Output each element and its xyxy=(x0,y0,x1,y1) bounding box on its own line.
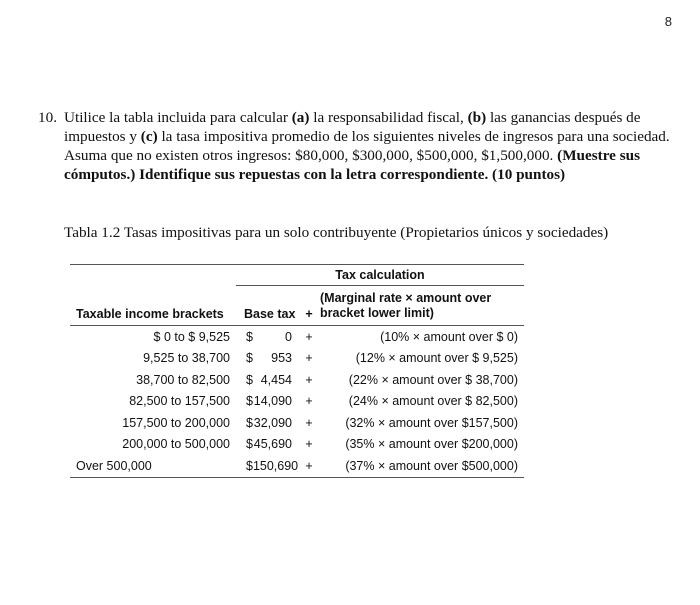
marginal-cell: (24% × amount over $ 82,500) xyxy=(348,394,518,409)
label-c: (c) xyxy=(140,128,158,145)
table-caption: Tabla 1.2 Tasas impositivas para un solo contribuyente (Propietarios únicos y sociedades) xyxy=(64,224,609,241)
base-tax-cell: $150,690 xyxy=(246,458,299,473)
base-tax-cell: $ 4,454 xyxy=(246,372,292,387)
table-row xyxy=(70,391,524,413)
question-text-3: las ganancias después de impuestos y xyxy=(64,109,641,145)
marginal-cell: (10% × amount over $ 0) xyxy=(380,329,518,344)
question-10 xyxy=(38,108,678,184)
marginal-cell: (32% × amount over $157,500) xyxy=(345,415,518,430)
plus-cell: + xyxy=(305,351,313,366)
table-row xyxy=(70,455,524,477)
bracket-cell: 38,700 to 82,500 xyxy=(136,372,230,387)
bracket-cell: $ 0 to $ 9,525 xyxy=(153,329,230,344)
bracket-cell: 157,500 to 200,000 xyxy=(122,415,230,430)
col-header-marginal: (Marginal rate × amount over bracket lower limit) xyxy=(320,291,492,320)
question-text-4: la tasa impositiva promedio de los siguientes niveles de ingresos para una sociedad. Asuma que no existen otros ingresos: $80,000, $300,000, $500,000, $1,500,000. xyxy=(64,128,670,164)
base-tax-cell: $ 953 xyxy=(246,351,292,366)
table-row xyxy=(70,434,524,456)
plus-cell: + xyxy=(305,458,313,473)
col-header-base-tax: Base tax xyxy=(244,307,296,321)
label-a: (a) xyxy=(291,109,310,126)
plus-cell: + xyxy=(305,437,313,452)
question-number: 10. xyxy=(38,109,57,126)
table-row xyxy=(70,369,524,391)
table-row xyxy=(70,348,524,370)
base-tax-cell: $ 0 xyxy=(246,329,292,344)
tax-calculation-header: Tax calculation xyxy=(236,265,524,286)
table-group-header-row xyxy=(70,265,524,285)
table-row xyxy=(70,412,524,434)
bold-instructions: (Muestre sus cómputos.) Identifique sus repuestas con la letra correspondiente. (10 puntos) xyxy=(64,147,640,183)
marginal-cell: (37% × amount over $500,000) xyxy=(345,458,518,473)
marginal-cell: (12% × amount over $ 9,525) xyxy=(355,351,518,366)
table-row xyxy=(70,326,524,348)
question-text-2: la responsabilidad fiscal, xyxy=(309,109,468,126)
bracket-cell: 9,525 to 38,700 xyxy=(143,351,230,366)
bracket-cell: 200,000 to 500,000 xyxy=(122,437,230,452)
page-number: 8 xyxy=(664,14,672,29)
tax-table xyxy=(70,264,524,478)
marginal-cell: (35% × amount over $200,000) xyxy=(345,437,518,452)
label-b: (b) xyxy=(467,109,487,126)
col-header-brackets: Taxable income brackets xyxy=(76,307,224,321)
plus-cell: + xyxy=(305,372,313,387)
question-text-1: Utilice la tabla incluida para calcular xyxy=(64,109,292,126)
marginal-cell: (22% × amount over $ 38,700) xyxy=(348,372,518,387)
table-column-headers xyxy=(70,285,524,326)
question-text xyxy=(64,108,678,184)
bracket-cell: 82,500 to 157,500 xyxy=(129,394,230,409)
plus-cell: + xyxy=(305,415,313,430)
plus-cell: + xyxy=(305,394,313,409)
base-tax-cell: $ 45,690 xyxy=(246,437,292,452)
bracket-cell: Over 500,000 xyxy=(76,458,152,473)
base-tax-cell: $ 32,090 xyxy=(246,415,292,430)
col-header-plus: + xyxy=(305,307,313,321)
base-tax-cell: $ 14,090 xyxy=(246,394,292,409)
plus-cell: + xyxy=(305,329,313,344)
